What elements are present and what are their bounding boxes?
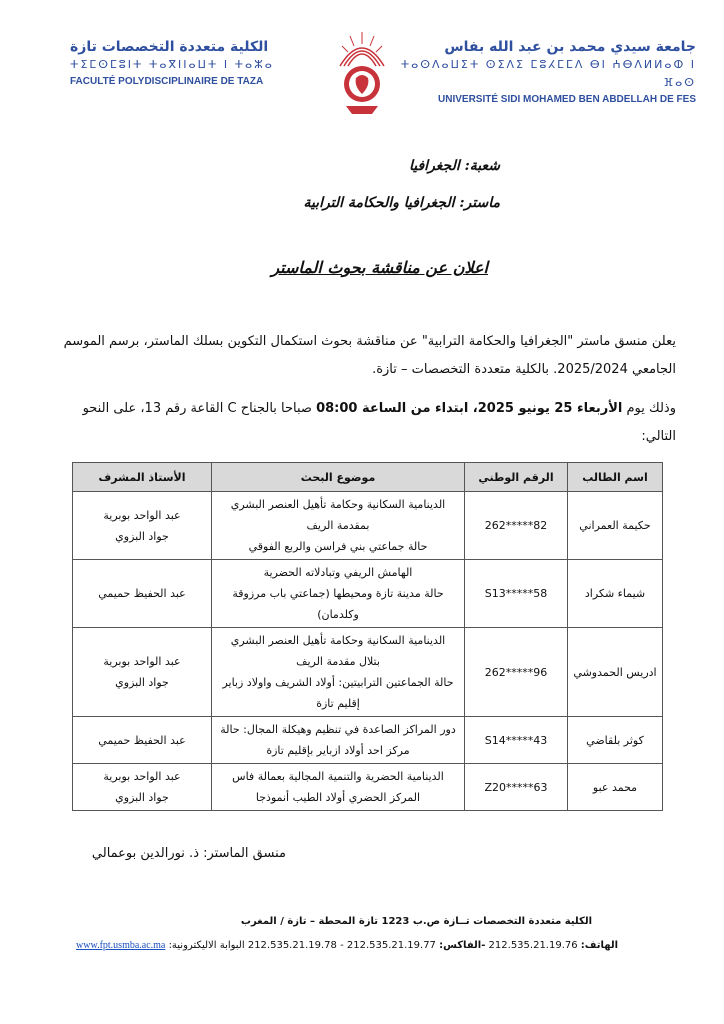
topic-line: دور المراكز الصاعدة في تنظيم وهيكلة المجال: حالة <box>220 723 456 736</box>
topic-line: وكلدمان) <box>317 608 359 621</box>
student-name-cell: شيماء شكراد <box>568 560 663 628</box>
fax-label: -الفاكس: <box>439 940 486 951</box>
student-name-cell: كوثر بلقاضي <box>568 717 663 764</box>
table-header-row <box>73 463 663 492</box>
university-name-ar: جامعة سيدي محمد بن عبد الله بفاس <box>444 39 696 55</box>
announcement-paragraph: يعلن منسق ماستر "الجغرافيا والحكامة الترابية" عن مناقشة بحوث استكمال التكوين بسلك الماستر، برسم الموسم الجامعي 2025/2024. بالكلية متعددة التخصصات – تازة. <box>63 334 676 377</box>
student-name-cell: محمد عبو <box>568 764 663 811</box>
supervisor-cell <box>73 628 212 717</box>
national-id-cell: S14*****43 <box>465 717 568 764</box>
national-id-cell: Z20*****63 <box>465 764 568 811</box>
col-header-student: اسم الطالب <box>568 463 663 492</box>
supervisor-name: عبد الحفيظ حميمي <box>98 587 186 600</box>
phone-label: الهاتف: <box>580 940 618 951</box>
table-row <box>73 560 663 628</box>
supervisor-name: جواد البزوي <box>115 791 169 804</box>
supervisor-name: عبد الحفيظ حميمي <box>98 733 186 747</box>
table-body <box>73 492 663 811</box>
faculty-header <box>70 38 370 90</box>
portal-label: البوابة الاليكترونية: <box>168 940 245 951</box>
table-row <box>73 717 663 764</box>
col-header-topic: موضوع البحث <box>212 463 465 492</box>
topic-line: الدينامية الحضرية والتنمية المجالية بعمالة فاس <box>232 770 444 783</box>
national-id-cell: 262*****82 <box>465 492 568 560</box>
col-header-supervisor: الأستاذ المشرف <box>73 463 212 492</box>
university-name-tifinagh: ⵜⴰⵙⴷⴰⵡⵉⵜ ⵙⵉⴷⵉ ⵎⵓⵃⵎⵎⴷ ⴱⵏ ⵄⴱⴷⵍⵍⴰⵀ ⵏ ⴼⴰⵙ <box>400 58 696 89</box>
faculty-name-fr: FACULTÉ POLYDISCIPLINAIRE DE TAZA <box>70 76 264 87</box>
fax-numbers: 212.535.21.19.77 - 212.535.21.19.78 <box>247 940 436 951</box>
schedule-prefix: وذلك يوم <box>622 401 676 416</box>
supervisor-name: عبد الواحد بوبرية <box>103 508 181 522</box>
supervisor-name: عبد الواحد بوبرية <box>103 655 181 668</box>
topic-cell <box>212 628 465 717</box>
defense-table <box>72 462 663 811</box>
announcement-title: اعلان عن مناقشة بحوث الماستر <box>271 258 488 277</box>
col-header-national-id: الرقم الوطني <box>465 463 568 492</box>
schedule-suffix: صباحا بالجناح C القاعة رقم 13، على النحو التالي: <box>82 401 676 444</box>
master-heading: ماستر: الجغرافيا والحكامة الترابية <box>303 195 500 211</box>
topic-cell <box>212 492 465 560</box>
topic-line: الدينامية السكانية وحكامة تأهيل العنصر البشري <box>230 498 446 511</box>
topic-line: بمقدمة الريف <box>306 519 370 532</box>
supervisor-cell <box>73 560 212 628</box>
student-name-cell: ادريس الحمدوشي <box>568 628 663 717</box>
topic-line: الدينامية السكانية وحكامة تأهيل العنصر البشري <box>230 634 446 647</box>
national-id-cell: 262*****96 <box>465 628 568 717</box>
faculty-name-tifinagh: ⵜⵉⵎⵙⵎⵓⵏⵜ ⵜⴰⴳⵏⵏⴰⵡⵜ ⵏ ⵜⴰⵣⴰ <box>70 58 274 71</box>
schedule-date-time: الأربعاء 25 يونيو 2025، ابتداء من الساعة 08:00 <box>316 401 623 416</box>
national-id-cell: S13*****58 <box>465 560 568 628</box>
phone-number: 212.535.21.19.76 <box>488 940 578 951</box>
supervisor-cell <box>73 492 212 560</box>
table-row <box>73 492 663 560</box>
topic-line: مركز احد أولاد ازباير بإقليم تازة <box>266 744 410 757</box>
footer-contact <box>76 940 618 951</box>
topic-line: حالة مدينة تازة ومحيطها (جماعتي باب مرزوقة <box>232 587 444 600</box>
coordinator-signature: منسق الماستر: ذ. نورالدين بوعمالي <box>91 846 286 861</box>
footer-address: الكلية متعددة التخصصات تــازة ص.ب 1223 تازة المحطة – تازة / المغرب <box>240 916 592 927</box>
topic-line: حالة الجماعتين الترابيتين: أولاد الشريف واولاد زباير <box>222 676 454 689</box>
university-header <box>396 38 696 108</box>
faculty-name-ar: الكلية متعددة التخصصات تازة <box>70 39 269 55</box>
student-name-cell: حكيمة العمراني <box>568 492 663 560</box>
topic-line: حالة جماعتي بني فراسن والربع الفوقي <box>248 540 428 553</box>
supervisor-cell <box>73 764 212 811</box>
topic-line: بتلال مقدمة الريف <box>296 655 380 668</box>
department-heading: شعبة: الجغرافيا <box>409 158 500 174</box>
topic-line: المركز الحضري أولاد الطيب أنموذجا <box>255 791 421 804</box>
table-row <box>73 764 663 811</box>
supervisor-name: جواد البزوي <box>115 529 169 543</box>
topic-line: إقليم تازة <box>316 697 360 710</box>
supervisor-name: جواد البزوي <box>115 676 169 689</box>
website-link[interactable]: www.fpt.usmba.ac.ma <box>76 940 166 951</box>
topic-cell <box>212 717 465 764</box>
supervisor-name: عبد الواحد بوبرية <box>103 770 181 783</box>
topic-cell <box>212 764 465 811</box>
topic-cell <box>212 560 465 628</box>
topic-line: الهامش الريفي وتبادلاته الحضرية <box>263 566 413 579</box>
university-name-fr: UNIVERSITÉ SIDI MOHAMED BEN ABDELLAH DE FES <box>438 94 696 105</box>
schedule-paragraph <box>46 395 676 451</box>
table-row <box>73 628 663 717</box>
supervisor-cell <box>73 717 212 764</box>
